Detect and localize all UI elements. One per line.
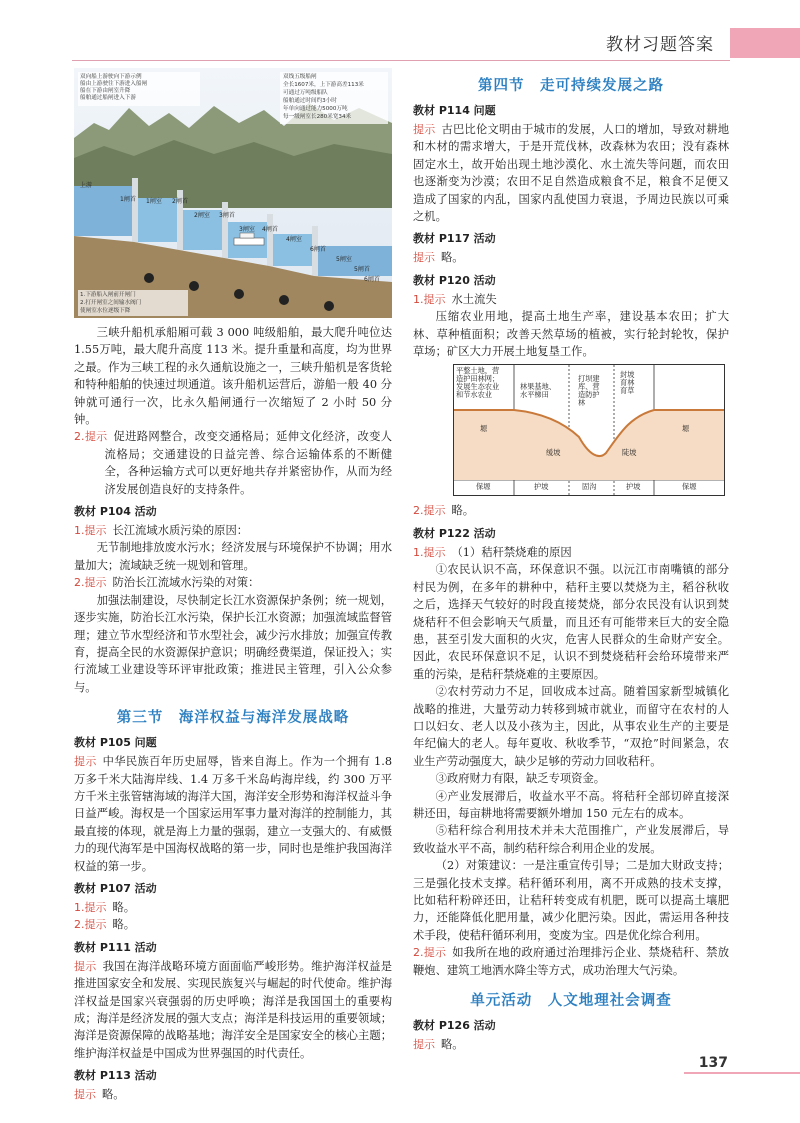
answer-body: （2）对策建议：一是注重宣传引导；二是加大财政支持；三是强化技术支撑。秸秆循环利用，离不开成熟的技术支撑，比如秸秆粉碎还田，让秸秆转变成有机肥，既可以提高土壤肥力，还能降低化肥用量，减少化肥污染。因此，需运用各种技术手段，使秸秆循环利用，变废为宝。四是优化综合利用。 [413,859,729,942]
answer-text: 我国在海洋战略环境方面面临严峻形势。维护海洋权益是推进国家安全和发展、实现民族复兴与崛起的时代使命。维护海洋权益是国家兴衰强弱的历史呼唤；海洋是我国国土的重要构成；海洋是经济发展的强大支点；海洋是科技运用的重要领域；海洋是资源保障的战略基地；海洋安全是国家安全的核心主题；维护海洋权益是中国成为世界强国的时代责任。 [74,959,392,1060]
gate-label: 2闸首 [172,198,188,205]
bottom-label: 护坡 [534,482,549,492]
gate-label: 3闸室 [239,226,255,233]
paragraph-ship-lift: 三峡升船机承船厢可载 3 000 吨级船舶，最大爬升吨位达 1.55万吨，最大爬升高度 113 米。提升重量和高度，均为世界之最。作为三峡工程的永久通航设施之一，三峡升船机是客货轮和特种船舶的快速过坝通道。该升船机运营后，游船一般 40 分钟就可通行一次，比永久船闸通行一次缩短了 2 小时 50 分钟。 [74,326,392,427]
answer-text: （1）秸秆禁烧难的原因 [451,545,572,559]
hint-tag: 1.提示 [74,900,107,914]
answer-text: 长江流域水质污染的原因： [112,524,249,538]
figure-note-5: 年单向通过能力5000万吨 [283,106,348,112]
figure-note-4: 船舶通过时间约3小时 [283,98,337,104]
hint-tag: 2.提示 [74,918,107,932]
hint-tag: 提示 [74,1088,96,1102]
answer-body: ③政府财力有限，缺乏专项资金。 [435,772,606,786]
gate-label: 4闸室 [286,236,302,243]
figure-bottom-note-3: 使闸室水位逐级下降 [80,308,131,314]
gate-label: 5闸室 [336,256,352,263]
question-title: 教材 P107 活动 [74,881,157,895]
section-title: 第三节 海洋权益与海洋发展战略 [116,710,350,727]
figure-note-1: 双线五级船闸 [283,74,317,80]
gate-label: 4闸首 [262,226,278,233]
header-title: 教材习题答案 [606,35,714,55]
hint-tag: 1.提示 [413,292,446,306]
answer-text: 防治长江流域水污染的对策： [112,576,260,590]
bottom-label: 护坡 [626,482,641,492]
answer-body: ⑤秸秆综合利用技术并未大范围推广，产业发展滞后，导致收益水平不高，制约秸秆综合利用企业的发展。 [413,824,729,855]
hint-tag: 2.提示 [413,946,447,960]
question-title: 教材 P120 活动 [413,273,496,287]
question-title: 教材 P122 活动 [413,526,496,540]
bottom-label: 保塬 [476,482,491,492]
zone-gully-text-2: 库、营 [578,382,600,392]
left-column [74,68,392,1104]
hint-tag: 2.提示 [74,576,107,590]
label-steep-slope: 陡坡 [622,448,637,458]
figure-note-3: 可通过万吨级船队 [283,90,328,96]
figure-note-6: 每一级闸室长280米宽34米 [283,114,352,120]
answer-text: 略。 [441,1038,464,1052]
answer-body: ①农民认识不高，环保意识不强。以沅江市南嘴镇的部分村民为例，在多年的耕种中，秸秆主要以焚烧为主，稻谷秋收之后，选择天气较好的时段直接焚烧，部分农民没有认识到焚烧秸秆不但会影响天气质量，而且还有可能带来巨大的安全隐患，甚至引发大面积的火灾，危害人民群众的生命财产安全。因此，农民环保意识不足，认识不到焚烧秸秆会给环境带来严重的污染，是秸秆禁烧难的主要原因。 [413,563,729,681]
figure-title-2: 船由上游驶往下游进入船闸 [80,81,148,87]
gate-label: 1闸首 [120,196,136,203]
gate-label: 2闸室 [194,212,210,219]
answer-body: 压缩农业用地，提高土地生产率，建设基本农田；扩大林、草种植面积；改善天然草场的植被，实行轮封轮牧，保护草场；矿区大力开展土地复垦工作。 [413,310,729,359]
answer-body: 加强法制建设，尽快制定长江水资源保护条例；统一规划，逐步实施，防治长江水污染，保护长江水资源；加强流域监督管理；建立节水型经济和节水型社会，减少污水排放；加强宣传教育，提高全民的水资源保护意识；明确经费渠道，保证投入；实行流域工业建设等环评审批政策；推进民主管理，引入公众参与。 [74,593,392,694]
question-title: 教材 P111 活动 [74,940,157,954]
gate-label: 5闸首 [354,266,370,273]
hint-tag: 1.提示 [74,524,107,538]
gate-label: 3闸首 [219,212,235,219]
zone-steep-text-1: 封坡 [620,370,635,380]
hint-tag: 2.提示 [74,430,108,444]
bottom-label: 固沟 [582,482,597,492]
answer-item [74,428,392,498]
figure-bottom-note-1: 1.下游船入闸前开闸门 [80,292,136,298]
zone-plain-text-3: 发展生态农业 [456,382,500,392]
zone-plain-text-2: 造护田林网； [456,374,500,384]
bottom-label: 保塬 [682,482,697,492]
answer-text: 略。 [112,900,136,914]
right-column [413,68,729,1053]
answer-text: 促进路网整合，改变交通格局；延伸文化经济，改变人流格局；交通建设的日益完善、综合运输体系的不断健全，各种运输方式可以更好地共存并紧密协作，从而为经济发展创造良好的支持条件。 [104,430,392,496]
figure-bottom-note-2: 2.打开闸室之间输水阀门 [80,300,142,306]
hint-tag: 1.提示 [413,545,446,559]
zone-slope-text-2: 水平梯田 [520,390,549,400]
answer-text: 如我所在地的政府通过治理排污企业、禁烧秸秆、禁放鞭炮、建筑工地洒水降尘等方式，成功治理大气污染。 [413,946,729,977]
label-upstream: 上游 [80,182,93,189]
question-title: 教材 P126 活动 [413,1019,496,1033]
page-number: 137 [698,1055,728,1071]
answer-text: 水土流失 [451,292,497,306]
zone-gully-text-4: 林 [578,398,586,408]
question-title: 教材 P113 活动 [74,1069,157,1083]
zone-gully-text-3: 造防护 [578,390,600,400]
section-title: 第四节 走可持续发展之路 [478,78,664,94]
label-yuan-right: 塬 [682,424,690,434]
answer-body: ②农村劳动力不足，回收成本过高。随着国家新型城镇化战略的推进，大量劳动力转移到城市就业，而留守在农村的人口以妇女、老人以及小孩为主，因此，从事农业生产的主要是年纪偏大的老人。每年夏收、秋收季节，“双抢”时间紧急，农业生产劳动强度大，缺少足够的劳动力回收秸秆。 [413,685,729,768]
figure-note-2: 全长1607米，上下游高差113米 [283,82,364,88]
hint-tag: 提示 [413,251,435,265]
gate-label: 1闸室 [146,198,162,205]
answer-item [74,574,392,591]
zone-slope-text-1: 林果基地、 [520,382,556,392]
hint-tag: 提示 [413,1038,435,1052]
hint-tag: 提示 [413,123,436,136]
ship-lock-figure [74,68,392,318]
answer-text: 古巴比伦文明由于城市的发展，人口的增加，导致对耕地和木材的需求增大，于是开荒伐林，改森林为农田；没有森林固定水土，故开始出现土地沙漠化、水土流失等问题，而农田也逐渐变为沙漠；农田不足自然造成粮食不足，粮食不足便又造成了国家的内乱，国家内乱使国力衰退，予周边民族以可乘之机。 [413,123,729,224]
question-title: 教材 P114 问题 [413,104,496,117]
hint-tag: 2.提示 [413,504,446,518]
question-title: 教材 P117 活动 [413,232,496,246]
gate-label: 6闸首 [310,246,326,253]
answer-text: 略。 [441,251,464,265]
section-title: 单元活动 人文地理社会调查 [470,993,672,1010]
answer-text: 略。 [112,918,136,932]
label-gentle-slope: 缓坡 [546,448,561,458]
answer-text: 略。 [102,1088,125,1102]
label-yuan-left: 塬 [480,424,488,434]
gate-label: 6闸首 [364,276,380,283]
answer-text: 中华民族百年历史屈辱，皆来自海上。作为一个拥有 1.8 万多千米大陆海岸线、1.4 万多千米岛屿海岸线，约 300 万平方千米主张管辖海域的海洋大国，海洋安全形势和海洋权益斗争日益严峻。海权是一个国家运用军事力量对海洋的控制能力，其最直接的体现，就是海上力量的强弱，建立一支强大的、有威慑力的现代海军是中国海权战略的第一步，同时也是维护我国海洋权益的第一步。 [74,755,393,873]
header-tab [730,28,800,58]
figure-title-3: 船在下游由闸室升降 [80,88,131,94]
figure-title-1: 双向船上游驶向下游示例 [80,74,142,80]
answer-body: ④产业发展滞后，收益水平不高。将秸秆全部切碎直接深耕还田，每亩耕地将需要额外增加 150 元左右的成本。 [413,789,729,820]
answer-text: 略。 [451,504,475,518]
figure-title-4: 船舶通过船闸进入下游 [80,95,136,101]
answer-body: 无节制地排放废水污水；经济发展与环境保护不协调；用水量加大；流域缺乏统一规划和管理。 [74,541,392,572]
hint-tag: 提示 [74,755,97,769]
question-title: 教材 P104 活动 [74,505,157,519]
zone-steep-text-2: 育林 [620,378,635,388]
header-rule [72,60,730,61]
hint-tag: 提示 [74,959,97,973]
question-title: 教材 P105 问题 [74,736,157,750]
zone-gully-text-1: 打坝建 [578,374,600,384]
soil-erosion-diagram [453,364,725,496]
answer-item [74,522,392,539]
page-number-rule [684,1072,800,1074]
zone-plain-text-4: 和节水农业 [456,390,492,400]
zone-steep-text-3: 育草 [620,386,635,396]
zone-plain-text-1: 平整土地，营 [456,366,500,376]
